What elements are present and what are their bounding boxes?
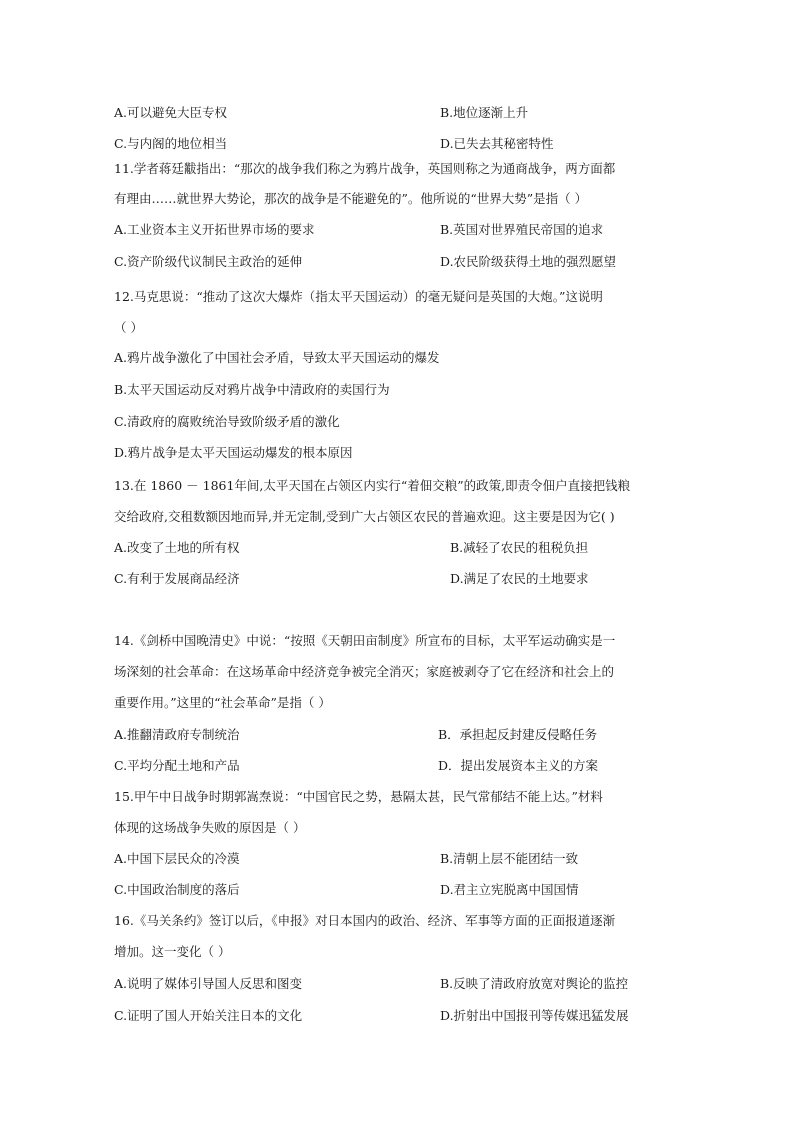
q11-option-d: D.农民阶级获得土地的强烈愿望	[440, 254, 617, 269]
q14-stem-line1: 14.《剑桥中国晚清史》中说：“按照《天朝田亩制度》所宣布的目标，太平军运动确实是一	[114, 633, 616, 648]
q14-option-b: B．承担起反封建反侵略任务	[438, 727, 598, 742]
q15-stem-line1: 15.甲午中日战争时期郭嵩焘说：“中国官民之势，悬隔太甚，民气常郁结不能上达。”材料	[114, 789, 603, 804]
q11-option-a: A.工业资本主义开拓世界市场的要求	[114, 222, 315, 237]
q16-stem-line2: 增加。这一变化（ ）	[114, 944, 231, 959]
q10-option-c: C.与内阁的地位相当	[114, 136, 228, 151]
q10-option-a: A.可以避免大臣专权	[114, 105, 228, 120]
q15-option-d: D.君主立宪脱离中国国情	[440, 882, 579, 897]
q13-stem-line2: 交给政府,交租数额因地而异,并无定制,受到广大占领区农民的普遍欢迎。这主要是因为它( )	[114, 509, 615, 524]
q16-option-c: C.证明了国人开始关注日本的文化	[114, 1008, 303, 1023]
q11-option-c: C.资产阶级代议制民主政治的延伸	[114, 254, 303, 269]
q14-option-a: A.推翻清政府专制统治	[114, 727, 240, 742]
q15-option-a: A.中国下层民众的冷漠	[114, 851, 240, 866]
q14-stem-line3: 重要作用。”这里的“社会革命”是指（ ）	[114, 695, 331, 710]
q14-option-c: C.平均分配土地和产品	[114, 758, 240, 773]
q16-stem-line1: 16.《马关条约》签订以后，《申报》对日本国内的政治、经济、军事等方面的正面报道逐渐	[114, 913, 616, 928]
q16-option-b: B.反映了清政府放宽对舆论的监控	[440, 976, 629, 991]
q13-option-c: C.有利于发展商品经济	[114, 571, 240, 586]
q11-stem-line1: 11.学者蒋廷黻指出：“那次的战争我们称之为鸦片战争，英国则称之为通商战争，两方面都	[114, 161, 616, 176]
q10-option-d: D.已失去其秘密特性	[440, 136, 554, 151]
q15-stem-line2: 体现的这场战争失败的原因是（ ）	[114, 820, 306, 835]
q13-stem-line1: 13.在 1860 － 1861年间,太平天国在占领区内实行“着佃交粮”的政策,即责令佃户直接把钱粮	[114, 478, 631, 493]
q12-option-d: D.鸦片战争是太平天国运动爆发的根本原因	[114, 445, 353, 460]
q12-option-a: A.鸦片战争激化了中国社会矛盾，导致太平天国运动的爆发	[114, 350, 440, 365]
q16-option-a: A.说明了媒体引导国人反思和图变	[114, 976, 303, 991]
q13-option-b: B.减轻了农民的租税负担	[450, 540, 589, 555]
q12-option-c: C.清政府的腐败统治导致阶级矛盾的激化	[114, 414, 340, 429]
q12-stem-line2: （ ）	[114, 320, 143, 335]
q12-stem-line1: 12.马克思说：“推动了这次大爆炸（指太平天国运动）的毫无疑问是英国的大炮。”这说明	[114, 289, 603, 304]
q13-option-a: A.改变了土地的所有权	[114, 540, 240, 555]
q13-option-d: D.满足了农民的土地要求	[450, 571, 589, 586]
q12-option-b: B.太平天国运动反对鸦片战争中清政府的卖国行为	[114, 382, 390, 397]
q14-stem-line2: 场深刻的社会革命：在这场革命中经济竞争被完全消灭；家庭被剥夺了它在经济和社会上的	[114, 664, 615, 679]
q16-option-d: D.折射出中国报刊等传媒迅猛发展	[440, 1008, 629, 1023]
q11-stem-line2: 有理由……就世界大势论，那次的战争是不能避免的”。他所说的“世界大势”是指（ ）	[114, 191, 588, 206]
q14-option-d: D．提出发展资本主义的方案	[438, 758, 599, 773]
q11-option-b: B.英国对世界殖民帝国的追求	[440, 222, 604, 237]
q15-option-c: C.中国政治制度的落后	[114, 882, 240, 897]
q10-option-b: B.地位逐渐上升	[440, 105, 529, 120]
q15-option-b: B.清朝上层不能团结一致	[440, 851, 579, 866]
